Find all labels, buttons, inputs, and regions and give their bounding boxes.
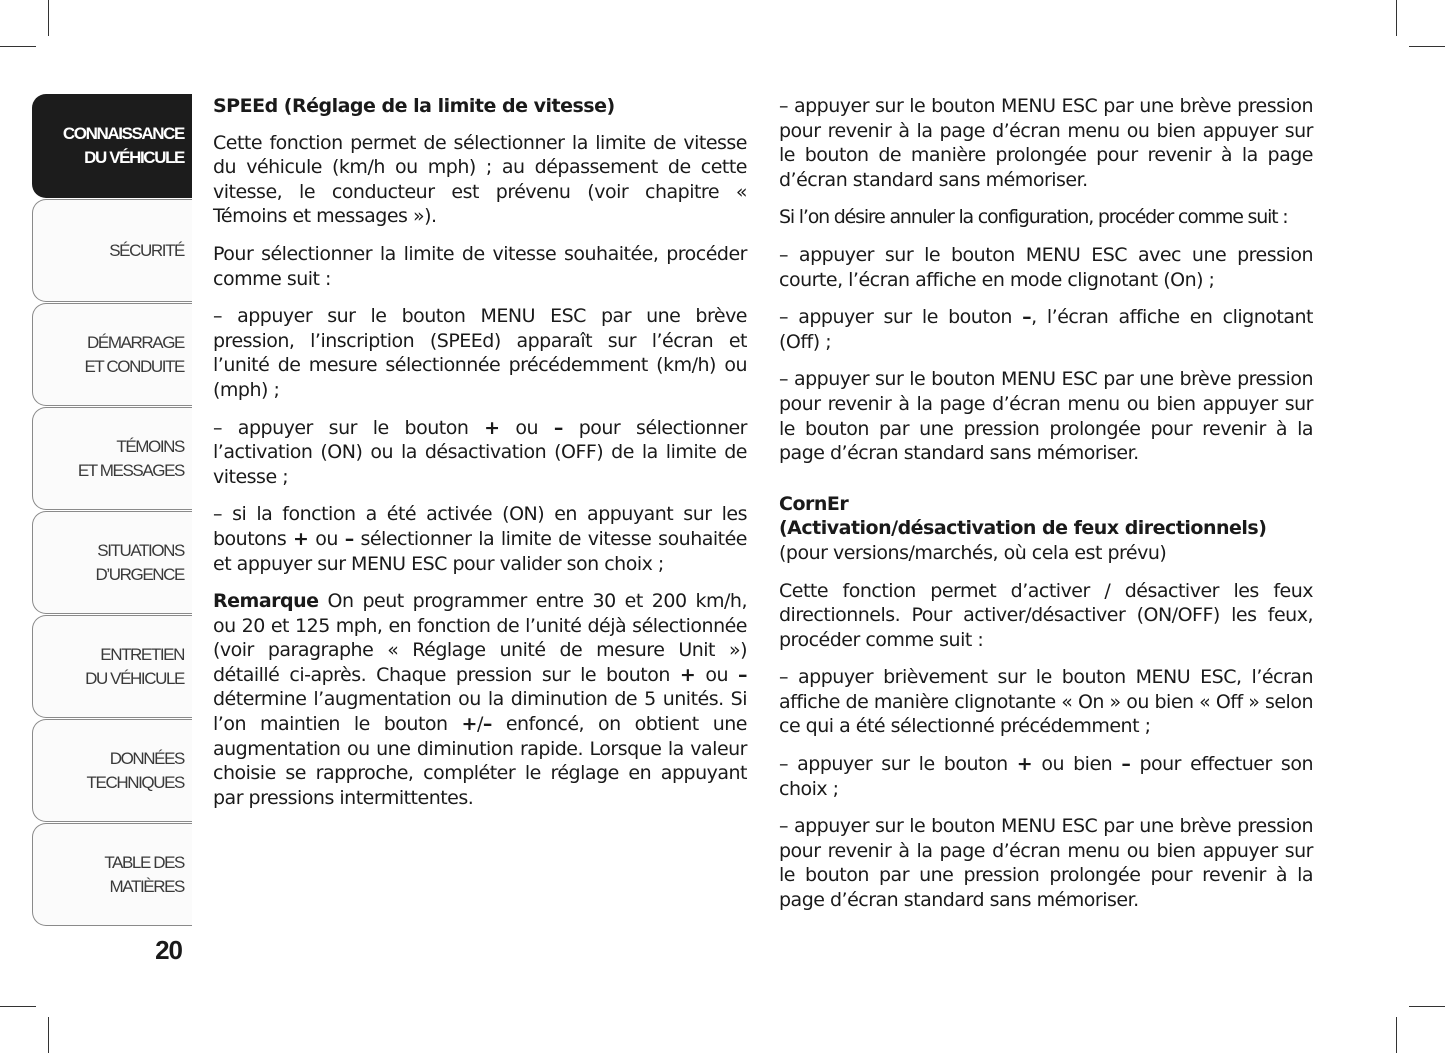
- tab-situations-d-urgence[interactable]: [32, 511, 192, 614]
- crop-mark: [48, 0, 49, 36]
- crop-mark: [1396, 1017, 1397, 1053]
- minus-symbol: –: [738, 663, 748, 686]
- crop-mark: [48, 1017, 49, 1053]
- plus-symbol: +: [461, 713, 477, 736]
- tab-demarrage-et-conduite[interactable]: [32, 303, 192, 406]
- note-label: Remarque: [213, 590, 319, 613]
- paragraph: [779, 752, 1313, 801]
- paragraph-note: [213, 589, 747, 810]
- tab-label: CONNAISSANCE DU VÉHICULE: [62, 124, 184, 167]
- minus-symbol: –: [344, 527, 354, 550]
- paragraph: [213, 416, 747, 490]
- tab-label: TABLE DES MATIÈRES: [104, 852, 184, 896]
- crop-mark: [1409, 1006, 1445, 1007]
- crop-mark: [1409, 46, 1445, 47]
- left-column: [213, 94, 747, 823]
- availability-note: (pour versions/marchés, où cela est prévu): [779, 541, 1167, 564]
- paragraph: – appuyer sur le bouton MENU ESC par une brève pression pour revenir à la page d’écran menu ou bien appuyer sur le bouton par une pression prolongée pour revenir à la page d’écran standard sans mémoriser.: [779, 368, 1313, 465]
- text-run: enfoncé, on obtient une augmentation ou une diminution rapide. Lorsque la valeur choisie se rapproche, compléter le réglage en appuyant par pressions intermittentes.: [213, 713, 747, 809]
- crop-mark: [0, 46, 36, 47]
- paragraph: Pour sélectionner la limite de vitesse souhaitée, procéder comme suit :: [213, 242, 747, 290]
- text-run: – appuyer sur le bouton: [779, 306, 1023, 329]
- minus-symbol: –: [1121, 753, 1131, 776]
- crop-mark: [1396, 0, 1397, 36]
- paragraph: Si l’on désire annuler la configuration, procéder comme suit :: [779, 206, 1288, 229]
- paragraph: – appuyer brièvement sur le bouton MENU ESC, l’écran affiche de manière clignotante « On » ou bien « Off » selon ce qui a été sélectionné précédemment ;: [779, 666, 1313, 738]
- text-run: sélectionner la limite de vitesse souhaitée et appuyer sur MENU ESC pour valider son choix ;: [213, 527, 747, 575]
- text-run: pour effectuer son choix ;: [779, 753, 1313, 800]
- minus-symbol: –: [1022, 306, 1032, 329]
- tab-donnees-techniques[interactable]: [32, 719, 192, 822]
- section-heading-corner: CornEr: [779, 492, 849, 515]
- tab-securite[interactable]: [32, 199, 192, 302]
- tab-connaissance-du-vehicule[interactable]: [32, 94, 192, 198]
- tab-label: SITUATIONS D’URGENCE: [95, 540, 184, 584]
- paragraph: Cette fonction permet d’activer / désactiver les feux directionnels. Pour activer/désactiver (ON/OFF) les feux, procéder comme suit :: [779, 579, 1313, 651]
- right-column: [779, 94, 1313, 926]
- section-subheading-corner: (Activation/désactivation de feux directionnels): [779, 517, 1267, 540]
- text-run: – si la fonction a été activée (ON) en appuyant sur les boutons: [213, 503, 747, 550]
- text-run: ou bien: [1032, 753, 1122, 776]
- text-run: – appuyer sur le bouton: [213, 416, 485, 439]
- tab-table-des-matieres[interactable]: [32, 823, 192, 926]
- plus-symbol: +: [1016, 753, 1033, 776]
- paragraph: – appuyer sur le bouton MENU ESC par une brève pression, l’inscription (SPEEd) apparaît sur l’écran et l’unité de mesure sélectionnée précédemment (km/h) ou (mph) ;: [213, 305, 747, 401]
- text-run: – appuyer sur le bouton: [779, 753, 1017, 776]
- text-run: pour sélectionner l’activation (ON) ou la désactivation (OFF) de la limite de vitesse ;: [213, 416, 747, 488]
- paragraph: [213, 502, 747, 576]
- paragraph: Cette fonction permet de sélectionner la limite de vitesse du véhicule (km/h ou mph) ; au dépassement de cette vitesse, le conducteur est prévenu (voir chapitre « Témoins et messages »).: [213, 131, 747, 228]
- plus-symbol: +: [679, 663, 696, 686]
- crop-mark: [0, 1006, 36, 1007]
- tab-label: DÉMARRAGE ET CONDUITE: [84, 332, 184, 376]
- paragraph: [779, 305, 1313, 354]
- tab-label: SÉCURITÉ: [109, 240, 184, 260]
- paragraph: – appuyer sur le bouton MENU ESC par une brève pression pour revenir à la page d’écran menu ou bien appuyer sur le bouton par une pression prolongée pour revenir à la page d’écran standard sans mémoriser.: [779, 815, 1313, 912]
- text-run: , l’écran affiche en clignotant (Off) ;: [779, 306, 1313, 353]
- text-run: On peut programmer entre 30 et 200 km/h, ou 20 et 125 mph, en fonction de l’unité déjà sélectionnée (voir paragraphe « Réglage unité de mesure Unit ») détaillé ci-après. Chaque pression sur le bouton: [213, 590, 747, 686]
- tab-label: DONNÉES TECHNIQUES: [86, 748, 184, 792]
- tab-label: ENTRETIEN DU VÉHICULE: [85, 644, 184, 688]
- tab-temoins-et-messages[interactable]: [32, 407, 192, 510]
- page-number: 20: [155, 935, 182, 965]
- text-run: /: [476, 713, 483, 736]
- plus-symbol: +: [293, 527, 309, 550]
- minus-symbol: –: [482, 713, 492, 736]
- minus-symbol: –: [553, 416, 563, 439]
- section-heading-speed: SPEEd (Réglage de la limite de vitesse): [213, 95, 615, 117]
- tab-label: TÉMOINS ET MESSAGES: [77, 436, 184, 480]
- paragraph: – appuyer sur le bouton MENU ESC avec une pression courte, l’écran affiche en mode clignotant (On) ;: [779, 243, 1313, 291]
- text-run: ou: [499, 416, 554, 439]
- tab-entretien-du-vehicule[interactable]: [32, 615, 192, 718]
- plus-symbol: +: [484, 416, 500, 439]
- paragraph: – appuyer sur le bouton MENU ESC par une brève pression pour revenir à la page d’écran menu ou bien appuyer sur le bouton de manière prolongée pour revenir à la page d’écran standard sans mémoriser.: [779, 95, 1313, 191]
- text-run: ou: [695, 663, 739, 686]
- text-run: ou: [308, 527, 345, 550]
- text-run: détermine l’augmentation ou la diminution de 5 unités. Si l’on maintien le bouton: [213, 688, 747, 736]
